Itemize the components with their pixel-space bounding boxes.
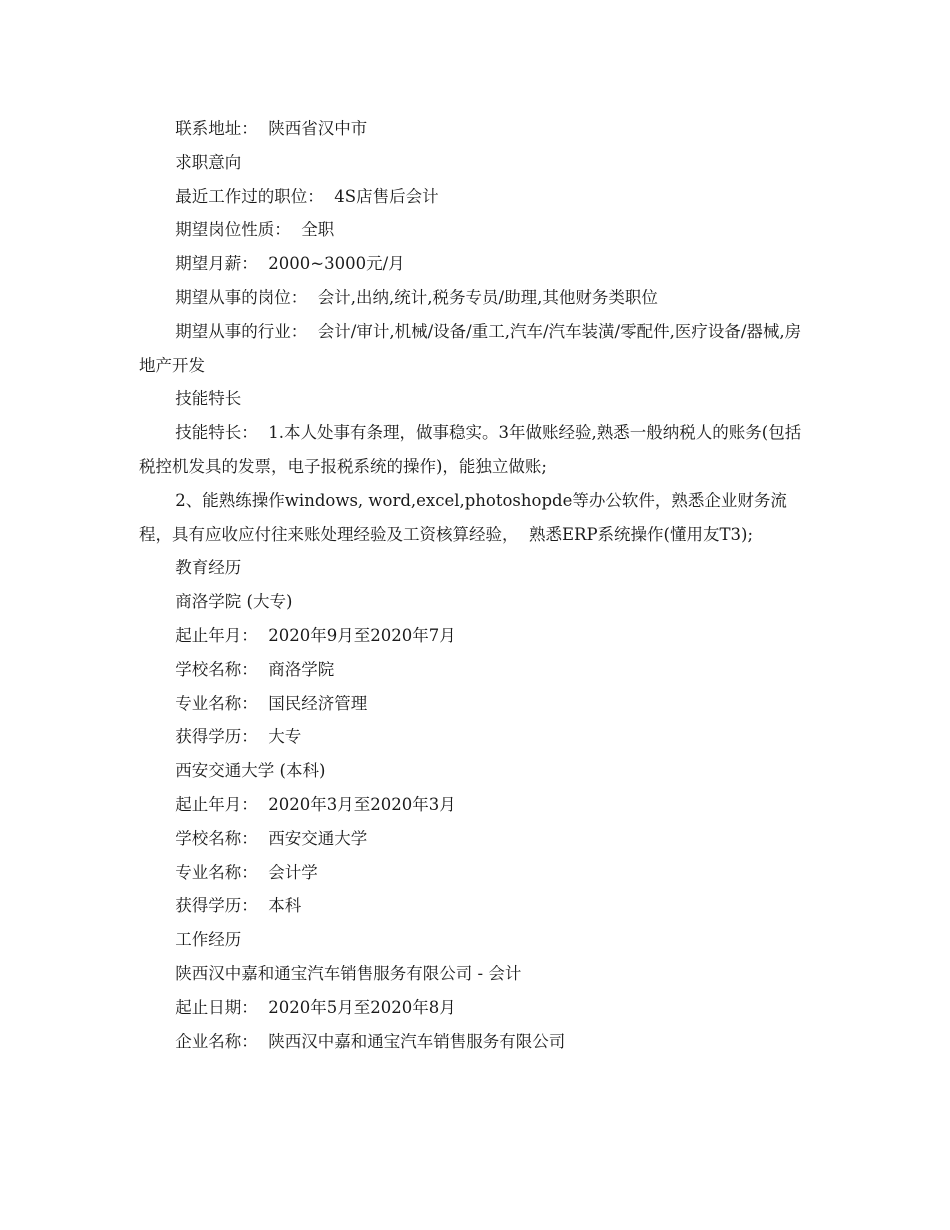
work-period: 起止日期： 2020年5月至2020年8月 [175,997,456,1017]
education-school: 学校名称： 商洛学院 [175,659,335,679]
work-title: 陕西汉中嘉和通宝汽车销售服务有限公司 - 会计 [175,963,522,983]
skills-item-1: 技能特长： 1.本人处事有条理，做事稳实。3年做账经验,熟悉一般纳税人的账务(包括税控机发具的发票，电子报税系统的操作)，能独立做账; [139,423,802,476]
education-degree: 获得学历： 大专 [175,727,302,747]
job-type: 期望岗位性质： 全职 [175,220,335,240]
expected-positions: 期望从事的岗位： 会计,出纳,统计,税务专员/助理,其他财务类职位 [175,287,658,307]
section-heading-work: 工作经历 [175,930,242,950]
recent-position: 最近工作过的职位： 4S店售后会计 [175,186,439,206]
skills-item-2: 2、能熟练操作windows, word,excel,photoshopde等办公软件，熟悉企业财务流程，具有应收应付往来账处理经验及工资核算经验， 熟悉ERP系统操作(懂用友T3); [139,490,787,544]
education-period: 起止年月： 2020年9月至2020年7月 [175,625,456,645]
section-heading-intent: 求职意向 [175,152,242,172]
education-title: 西安交通大学 (本科) [175,761,326,781]
education-major: 专业名称： 会计学 [175,862,318,882]
education-major: 专业名称： 国民经济管理 [175,693,368,713]
section-heading-education: 教育经历 [175,558,242,578]
work-company: 企业名称： 陕西汉中嘉和通宝汽车销售服务有限公司 [175,1031,566,1051]
contact-address: 联系地址： 陕西省汉中市 [175,119,368,138]
resume-body [139,112,815,1058]
education-title: 商洛学院 (大专) [175,592,293,612]
education-period: 起止年月： 2020年3月至2020年3月 [175,794,456,814]
education-school: 学校名称： 西安交通大学 [175,828,368,848]
expected-salary: 期望月薪： 2000~3000元/月 [175,254,405,274]
section-heading-skills: 技能特长 [175,389,242,409]
expected-industries: 期望从事的行业： 会计/审计,机械/设备/重工,汽车/汽车装潢/零配件,医疗设备/器械,房地产开发 [139,321,802,375]
education-degree: 获得学历： 本科 [175,896,302,916]
